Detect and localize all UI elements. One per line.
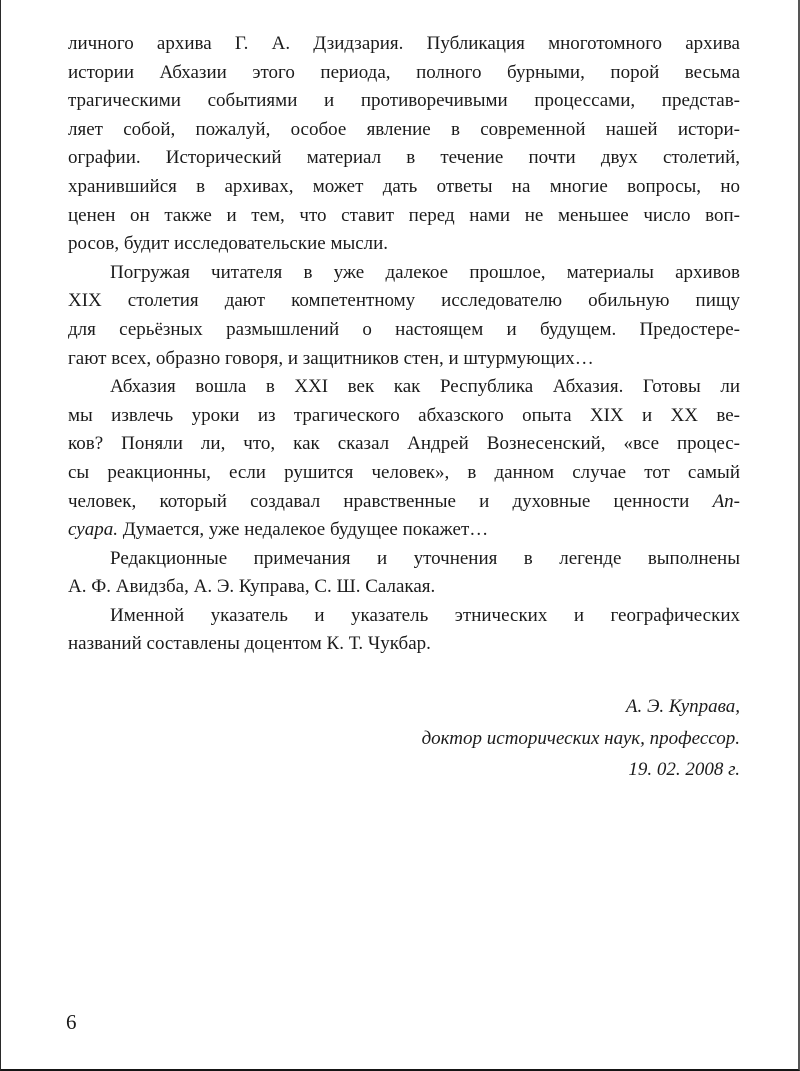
text-line [68, 316, 740, 345]
signature-title: доктор исторических наук, профессор. [421, 727, 740, 749]
text-line [68, 430, 740, 459]
text-segment: Погружая читателя в уже далекое прошлое, материалы архивов [110, 261, 740, 283]
text-segment: росов, будит исследовательские мысли. [68, 233, 389, 255]
text-line [68, 287, 740, 316]
text-segment: ков? Поняли ли, что, как сказал Андрей Вознесенский, «все процес- [68, 433, 740, 455]
paragraph [68, 30, 740, 259]
text-line [68, 488, 740, 517]
text-line [68, 87, 740, 116]
text-line [68, 59, 740, 88]
paragraph [68, 373, 740, 545]
text-segment: трагическими событиями и противоречивыми процессами, представ- [68, 90, 740, 112]
text-segment: названий составлены доцентом К. Т. Чукбар. [68, 633, 431, 655]
text-segment: А. Ф. Авидзба, А. Э. Куправа, С. Ш. Салакая. [68, 576, 436, 598]
text-line [68, 402, 740, 431]
text-line [68, 573, 740, 602]
text-line [68, 602, 740, 631]
text-segment: мы извлечь уроки из трагического абхазского опыта XIX и XX ве- [68, 404, 740, 426]
paragraph [68, 602, 740, 659]
text-segment: XIX столетия дают компетентному исследователю обильную пищу [68, 290, 740, 312]
text-line [68, 259, 740, 288]
paragraph [68, 545, 740, 602]
text-segment: ценен он также и тем, что ставит перед нами не меньшее число воп- [68, 204, 740, 226]
page-number: 6 [66, 1010, 77, 1034]
text-segment: Думается, уже недалекое будущее покажет… [118, 519, 489, 541]
text-line [68, 144, 740, 173]
signature-author: А. Э. Куправа, [625, 696, 740, 718]
text-line [68, 345, 740, 374]
text-segment: Редакционные примечания и уточнения в легенде выполнены [110, 547, 740, 569]
text-line [68, 30, 740, 59]
text-segment: человек, который создавал нравственные и духовные ценности [68, 490, 713, 512]
text-line [68, 173, 740, 202]
text-line [68, 230, 740, 259]
text-segment: Именной указатель и указатель этнических и географических [110, 604, 740, 626]
text-line [68, 202, 740, 231]
text-segment: ографии. Исторический материал в течение почти двух столетий, [68, 147, 740, 169]
text-block [68, 30, 740, 786]
text-line [68, 459, 740, 488]
text-segment: ляет собой, пожалуй, особое явление в современной нашей истори- [68, 118, 740, 140]
text-segment: для серьёзных размышлений о настоящем и будущем. Предостере- [68, 318, 740, 340]
text-line [68, 630, 740, 659]
paragraph [68, 259, 740, 373]
italic-text: Ап- [712, 490, 740, 512]
text-line [68, 373, 740, 402]
text-segment: истории Абхазии этого периода, полного бурными, порой весьма [68, 61, 740, 83]
text-segment: сы реакционны, если рушится человек», в данном случае тот самый [68, 461, 740, 483]
italic-text: суара. [68, 519, 118, 541]
signature-block [68, 691, 740, 786]
signature-date: 19. 02. 2008 г. [628, 759, 740, 781]
text-line [68, 516, 740, 545]
text-segment: гают всех, образно говоря, и защитников стен, и штурмующих… [68, 347, 594, 369]
text-line [68, 116, 740, 145]
text-segment: личного архива Г. А. Дзидзария. Публикация многотомного архива [68, 33, 740, 54]
text-segment: хранившийся в архивах, может дать ответы на многие вопросы, но [68, 175, 740, 197]
text-line [68, 545, 740, 574]
text-segment: Абхазия вошла в XXI век как Республика Абхазия. Готовы ли [110, 376, 740, 398]
body-paragraphs [68, 30, 740, 659]
